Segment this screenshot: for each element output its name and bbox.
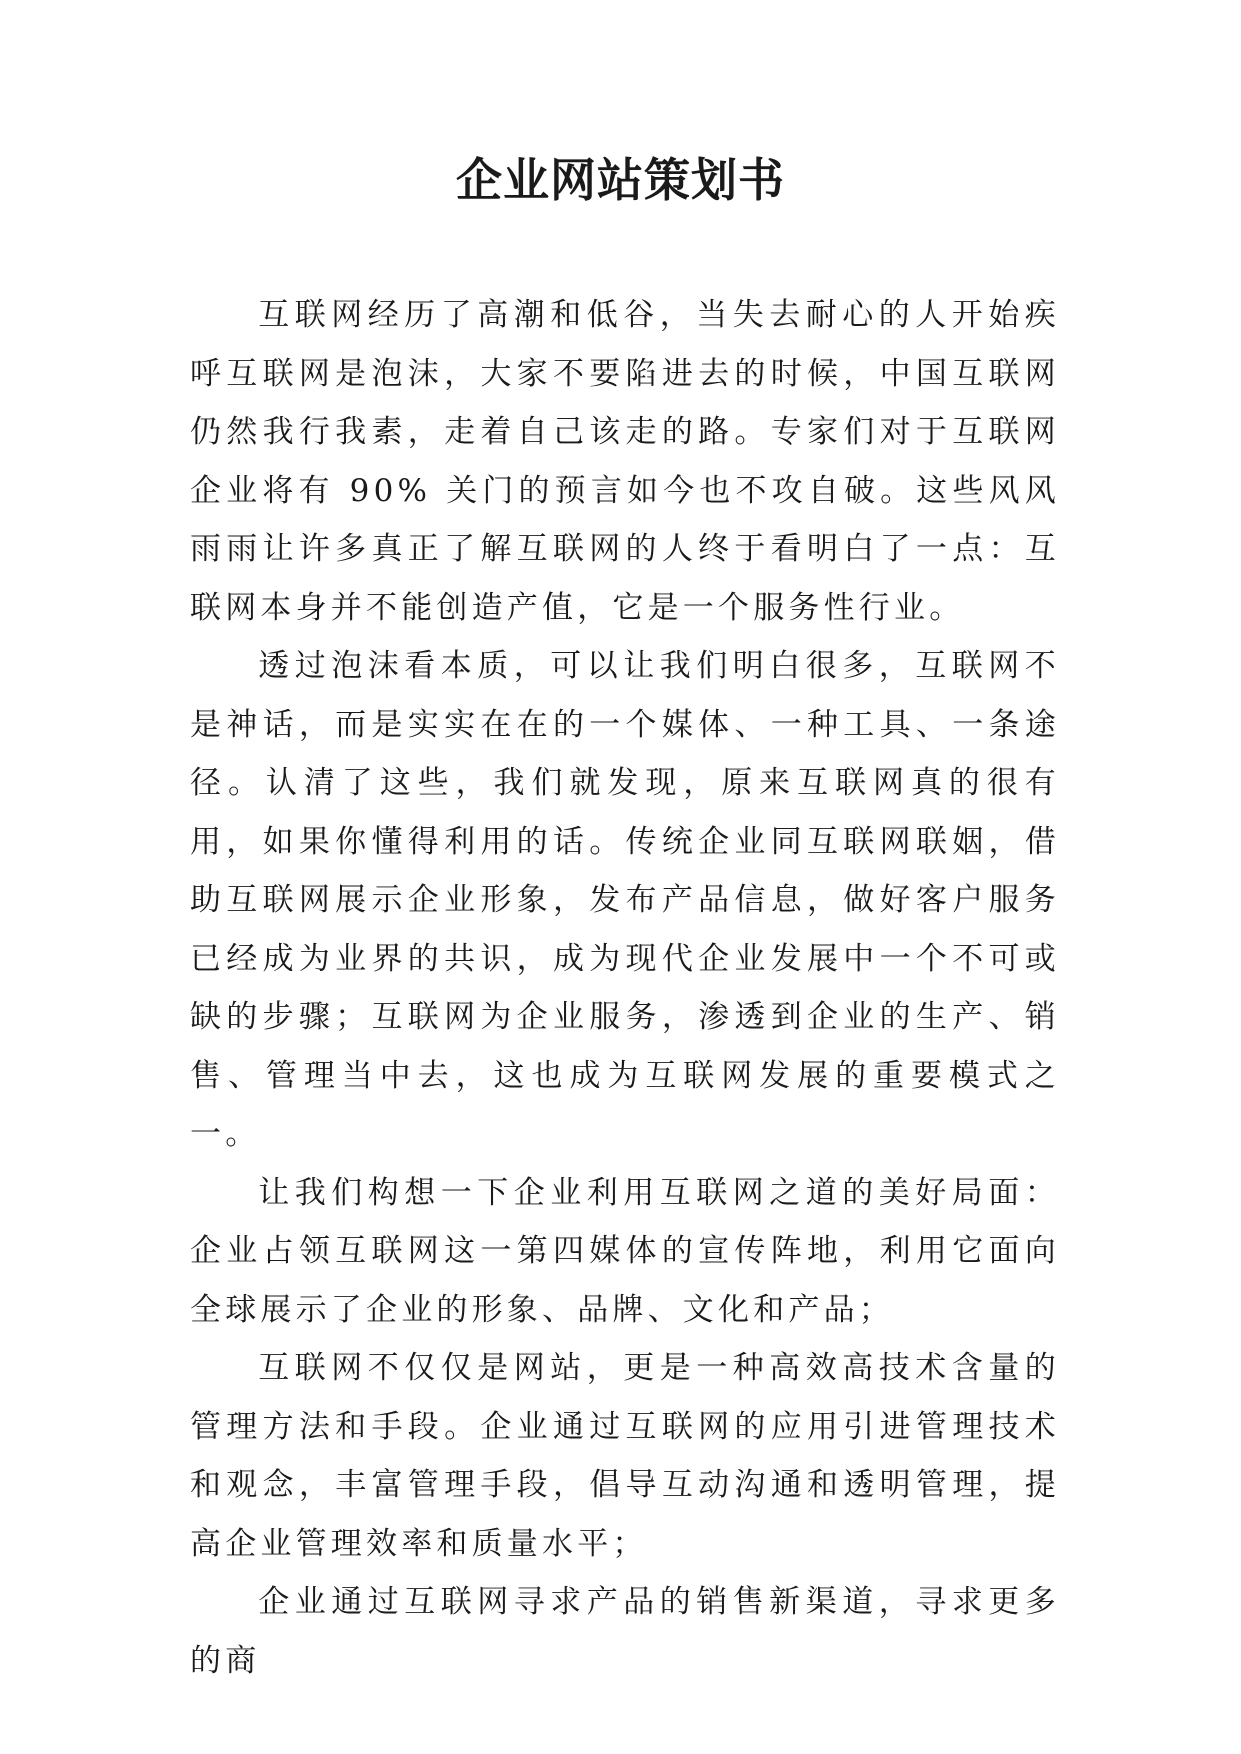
paragraph-2: 透过泡沫看本质，可以让我们明白很多，互联网不是神话，而是实实在在的一个媒体、一种工具、一条途径。认清了这些，我们就发现，原来互联网真的很有用，如果你懂得利用的话。传统企业同互联网联姻，借助互联网展示企业形象，发布产品信息，做好客户服务已经成为业界的共识，成为现代企业发展中一个不可或缺的步骤；互联网为企业服务，渗透到企业的生产、销售、管理当中去，这也成为互联网发展的重要模式之一。 (190, 648, 1060, 1152)
paragraph-3: 让我们构想一下企业利用互联网之道的美好局面：企业占领互联网这一第四媒体的宣传阵地，利用它面向全球展示了企业的形象、品牌、文化和产品； (190, 1174, 1060, 1328)
document-title: 企业网站策划书 (456, 153, 785, 207)
paragraph-1: 互联网经历了高潮和低谷，当失去耐心的人开始疾呼互联网是泡沫，大家不要陷进去的时候，中国互联网仍然我行我素，走着自己该走的路。专家们对于互联网企业将有 90% 关门的预言如今也不攻自破。这些风风雨雨让许多真正了解互联网的人终于看明白了一点：互联网本身并不能创造产值，它是一个服务性行业。 (190, 297, 1060, 626)
paragraph-5: 企业通过互联网寻求产品的销售新渠道，寻求更多的商 (190, 1584, 1060, 1679)
document-body (190, 286, 1060, 1690)
paragraph-4: 互联网不仅仅是网站，更是一种高效高技术含量的管理方法和手段。企业通过互联网的应用引进管理技术和观念，丰富管理手段，倡导互动沟通和透明管理，提高企业管理效率和质量水平； (190, 1350, 1060, 1562)
